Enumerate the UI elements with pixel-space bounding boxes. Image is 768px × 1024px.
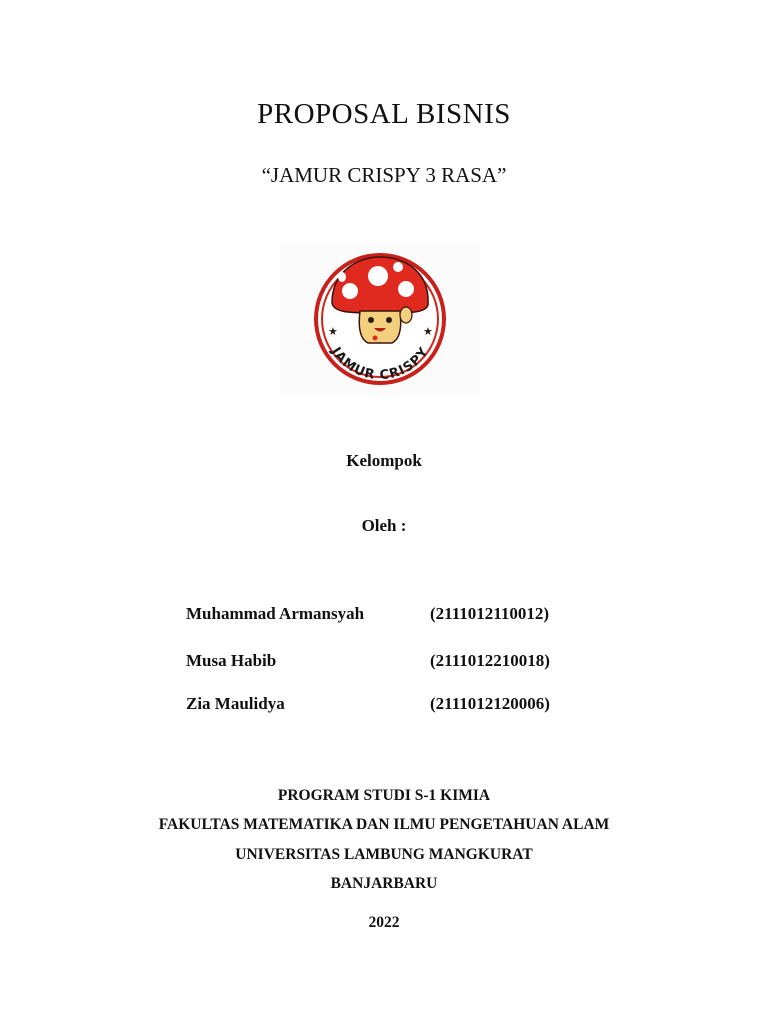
member-name: Musa Habib bbox=[186, 651, 277, 670]
group-label: Kelompok bbox=[346, 451, 422, 470]
document-title: PROPOSAL BISNIS bbox=[257, 98, 511, 130]
faculty-name: FAKULTAS MATEMATIKA DAN ILMU PENGETAHUAN ALAM bbox=[158, 816, 610, 833]
member-name: Zia Maulidya bbox=[186, 694, 285, 713]
university-name: UNIVERSITAS LAMBUNG MANGKURAT bbox=[235, 846, 533, 863]
mushroom-mascot-icon bbox=[280, 243, 480, 395]
svg-text:★: ★ bbox=[328, 325, 338, 338]
member-id: (2111012210018) bbox=[430, 651, 550, 670]
study-program: PROGRAM STUDI S-1 KIMIA bbox=[277, 787, 491, 804]
svg-text:★: ★ bbox=[423, 325, 433, 338]
document-subtitle: “JAMUR CRISPY 3 RASA” bbox=[261, 163, 507, 187]
by-label: Oleh : bbox=[361, 516, 407, 535]
member-id: (2111012110012) bbox=[430, 604, 550, 623]
member-id: (2111012120006) bbox=[430, 694, 550, 713]
jamur-crispy-logo bbox=[280, 243, 480, 395]
city-name: BANJARBARU bbox=[330, 875, 438, 892]
year: 2022 bbox=[368, 914, 400, 931]
member-name: Muhammad Armansyah bbox=[186, 604, 365, 623]
logo-text: JAMUR CRISPY bbox=[327, 344, 433, 384]
